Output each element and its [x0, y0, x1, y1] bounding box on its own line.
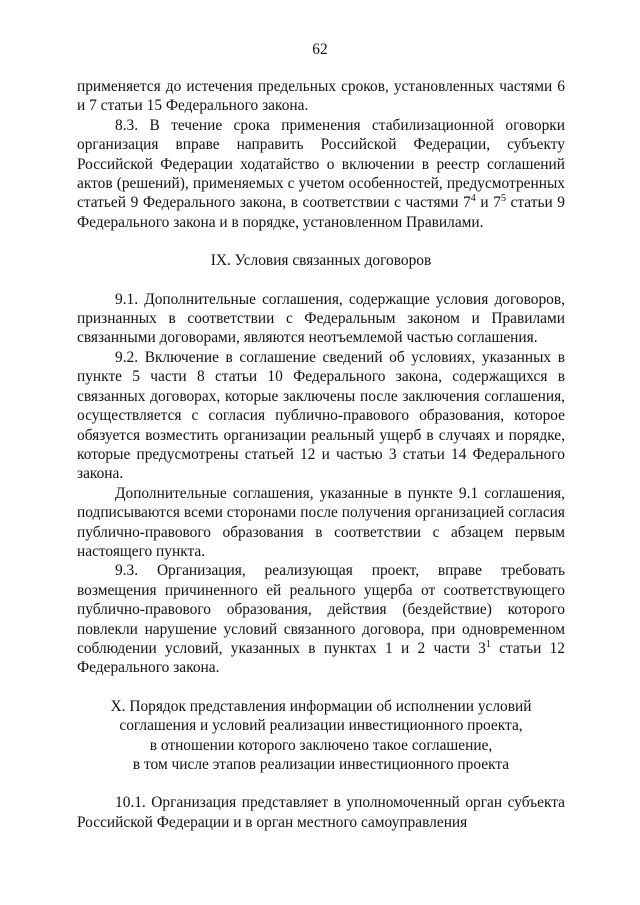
- paragraph-8-3-end: статьи 9 Федерального закона и в порядке, установленном Правилами.: [77, 194, 565, 231]
- section-10-heading-line-3: в отношении которого заключено такое соглашение,: [149, 736, 493, 754]
- page-number: 62: [312, 41, 328, 58]
- paragraph-10-1: 10.1. Организация представляет в уполномоченный орган субъекта Российской Федерации и в орган местного самоуправления: [77, 794, 565, 831]
- paragraph-9-2-additional: Дополнительные соглашения, указанные в пункте 9.1 соглашения, подписываются всеми сторонами после получения организацией согласия публично-правового образования в соответствии с абзацем первым настоящего пункта.: [77, 484, 565, 560]
- section-10-heading-line-1: X. Порядок представления информации об исполнении условий: [110, 697, 532, 715]
- paragraph-9-3-text: 9.3. Организация, реализующая проект, вправе требовать возмещения причиненного ей реального ущерба от соответствующего публично-правового образования, действия (бездействие) которого повлекли нарушение условий связанного договора, при одновременном соблюдении условий, указанных в пунктах 1 и 2 части 3: [77, 562, 565, 657]
- paragraph-8-3-mid: и 7: [475, 194, 501, 212]
- superscript-4: 4: [470, 193, 476, 205]
- paragraph-9-3-end: статьи 12 Федерального закона.: [77, 639, 566, 677]
- paragraph-9-2: 9.2. Включение в соглашение сведений об условиях, указанных в пункте 5 части 8 статьи 10 Федерального закона, содержащихся в связанных договорах, которые заключены после заключения соглашения, осуществляется с согласия публично-правового образования, которое обязуется возместить организации реальный ущерб в случаях и порядке, которые предусмотрены статьей 12 и частью 3 статьи 14 Федерального закона.: [77, 348, 565, 483]
- superscript-5: 5: [500, 193, 506, 205]
- paragraph-9-3: [77, 561, 565, 677]
- paragraph-8-3-text: 8.3. В течение срока применения стабилизационной оговорки организация вправе направить Российской Федерации, субъекту Российской Федерации ходатайство о включении в реестр соглашений актов (решений), применяемых с учетом особенностей, предусмотренных статьей 9 Федерального закона, в соответствии с частями 7: [77, 116, 565, 212]
- section-10-heading-line-2: соглашения и условий реализации инвестиционного проекта,: [119, 717, 523, 735]
- paragraph-continuation: применяется до истечения предельных сроков, установленных частями 6 и 7 статьи 15 Федерального закона.: [77, 78, 565, 115]
- section-10-heading-line-4: в том числе этапов реализации инвестиционного проекта: [132, 756, 510, 773]
- superscript-1: 1: [485, 638, 491, 650]
- section-9-heading: IX. Условия связанных договоров: [210, 252, 432, 270]
- section-10-heading: [77, 697, 565, 775]
- paragraph-8-3: [77, 116, 565, 232]
- document-body: [77, 77, 565, 832]
- paragraph-9-1: 9.1. Дополнительные соглашения, содержащие условия договоров, признанных в соответствии с Федеральным законом и Правилами связанными договорами, являются неотъемлемой частью соглашения.: [77, 290, 565, 347]
